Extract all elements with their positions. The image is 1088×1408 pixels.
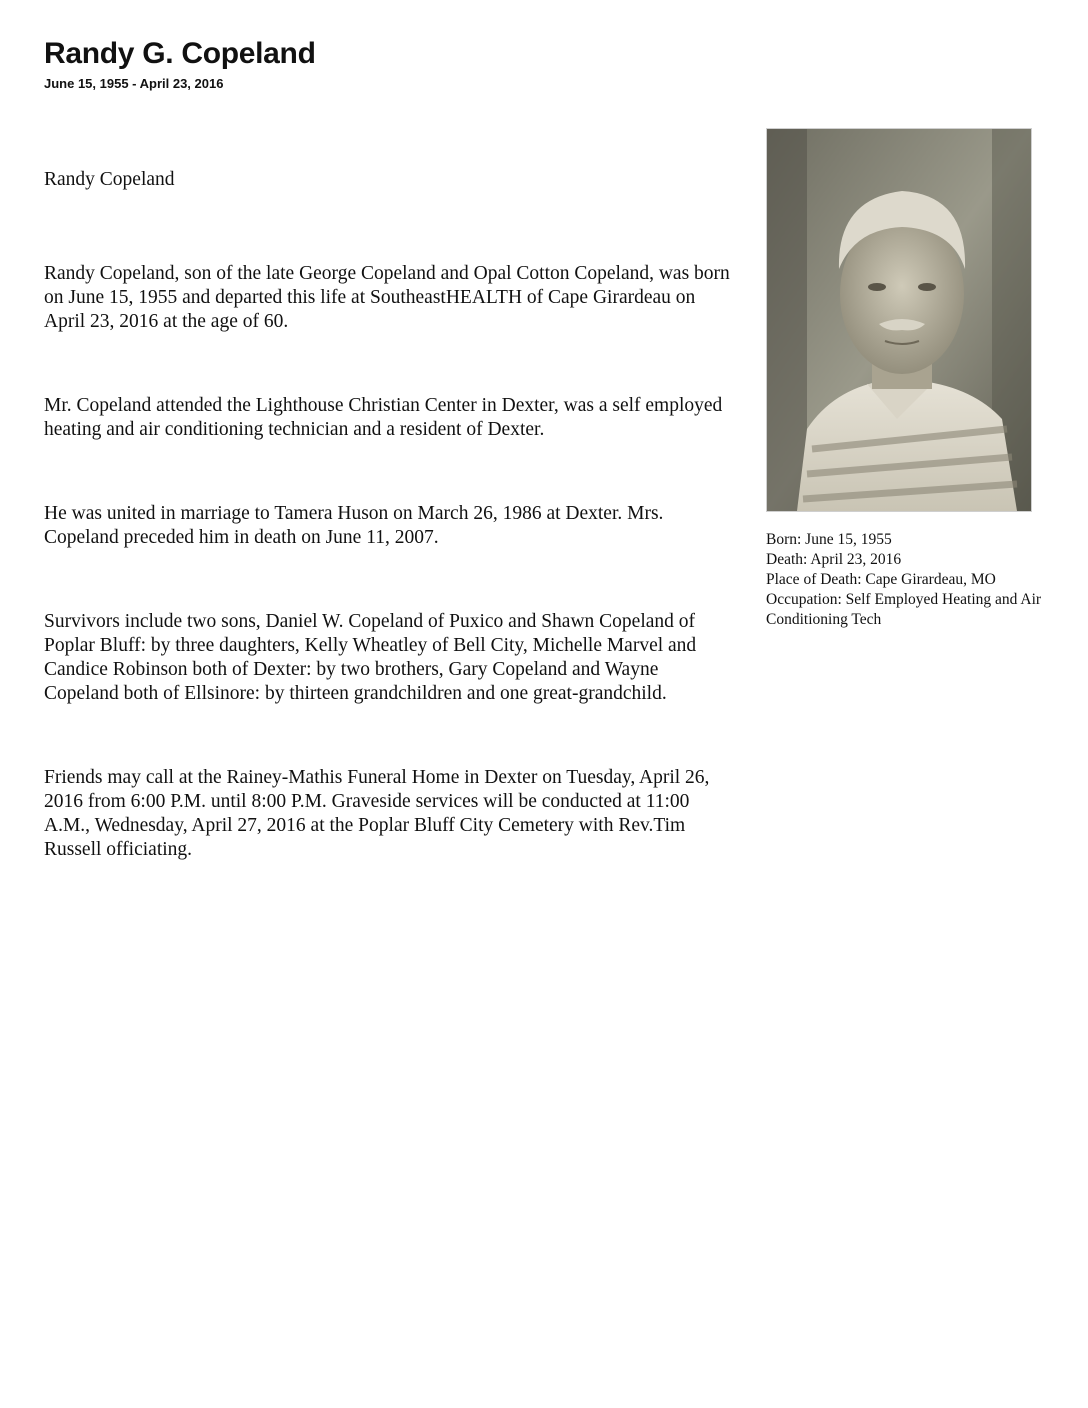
obituary-paragraph-services: Friends may call at the Rainey-Mathis Funeral Home in Dexter on Tuesday, April 26, 2016 from 6:00 P.M. until 8:00 P.M. Graveside services will be conducted at 11:00 A.M., Wednesday, April 27, 2016 at the Poplar Bluff City Cemetery with Rev.Tim Russell officiating. [44, 767, 710, 860]
obituary-body [44, 168, 734, 922]
portrait-photo [766, 128, 1032, 512]
fact-death: Death: April 23, 2016 [766, 551, 902, 568]
fact-place-of-death: Place of Death: Cape Girardeau, MO [766, 571, 996, 588]
life-dates: June 15, 1955 - April 23, 2016 [44, 76, 224, 91]
person-name: Randy G. Copeland [44, 37, 316, 70]
obituary-paragraph-church: Mr. Copeland attended the Lighthouse Christian Center in Dexter, was a self employed heating and air conditioning technician and a resident of Dexter. [44, 395, 723, 440]
obituary-paragraph-birth: Randy Copeland, son of the late George Copeland and Opal Cotton Copeland, was born on June 15, 1955 and departed this life at SoutheastHEALTH of Cape Girardeau on April 23, 2016 at the age of 60. [44, 263, 730, 332]
obituary-greeting: Randy Copeland [44, 169, 175, 190]
fact-born: Born: June 15, 1955 [766, 531, 892, 548]
vital-facts [766, 530, 1056, 630]
obituary-paragraph-survivors: Survivors include two sons, Daniel W. Copeland of Puxico and Shawn Copeland of Poplar Bluff: by three daughters, Kelly Wheatley of Bell City, Michelle Marvel and Candice Robinson both of Dexter: by two brothers, Gary Copeland and Wayne Copeland both of Ellsinore: by thirteen grandchildren and one great-grandchild. [44, 611, 697, 704]
obituary-header [44, 36, 316, 92]
obituary-paragraph-marriage: He was united in marriage to Tamera Huson on March 26, 1986 at Dexter. Mrs. Copeland preceded him in death on June 11, 2007. [44, 503, 664, 548]
fact-occupation: Occupation: Self Employed Heating and Air Conditioning Tech [766, 591, 1042, 628]
portrait-image [767, 129, 1031, 511]
